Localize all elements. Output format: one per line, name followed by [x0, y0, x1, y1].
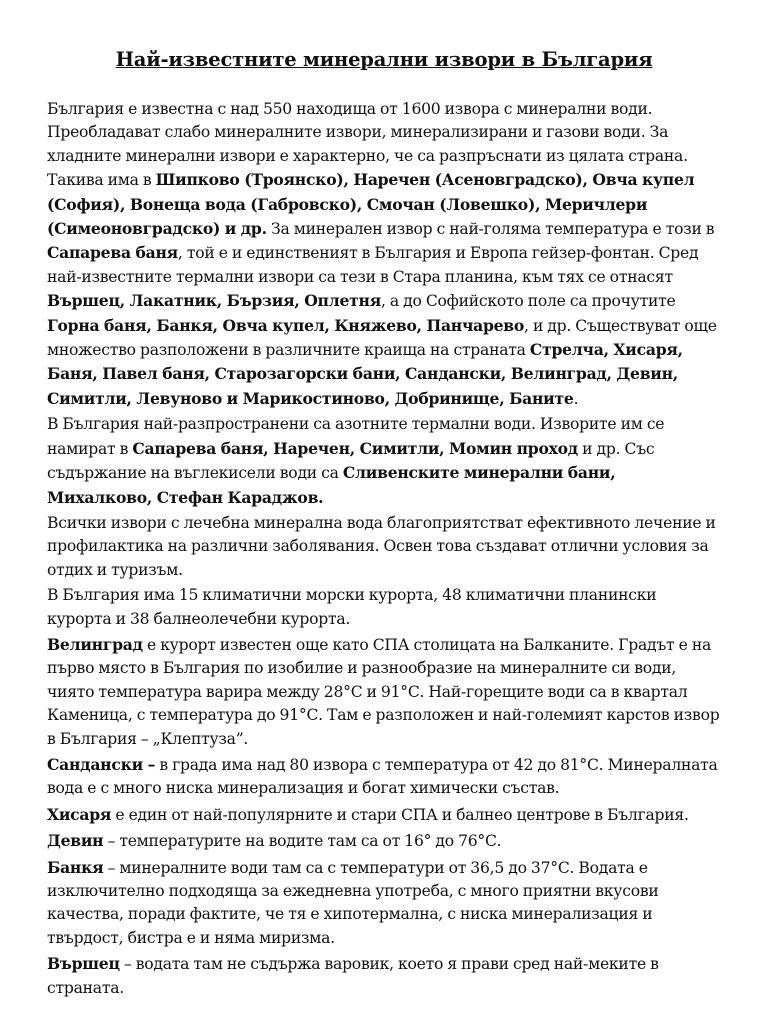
text-run: . — [573, 389, 579, 408]
paragraph — [47, 753, 723, 801]
bold-text-run: Вършец, Лакатник, Бързия, Оплетня — [47, 291, 381, 311]
text-run: , а до Софийското поле са прочутите — [380, 292, 676, 311]
text-run: В България най-разпространени са азотните термални води. Изворите им се намират в — [47, 415, 665, 458]
paragraph — [47, 829, 723, 853]
paragraph — [47, 633, 723, 751]
bold-text-run: Хисаря — [47, 804, 112, 824]
paragraph — [47, 952, 723, 1000]
text-run: За минерален извор с най-голяма температура е този в — [266, 220, 715, 239]
paragraph — [47, 98, 723, 411]
paragraph — [47, 803, 723, 827]
paragraph — [47, 512, 723, 582]
bold-text-run: Сливенските минерални бани, Михалково, Стефан Караджов. — [47, 463, 616, 507]
text-run: – водата там не съдържа варовик, което я прави сред най-меките в страната. — [47, 955, 659, 997]
bold-text-run: Стрелча, Хисаря, Баня, Павел баня, Старозагорски бани, Сандански, Велинград, Девин, Симитли, Левуново и Марикостиново, Добринище, Баните — [47, 340, 683, 408]
text-run: , и др. Съществуват още множество разположени в различните краища на страната — [47, 316, 717, 360]
bold-text-run: Горна баня, Банкя, Овча купел, Княжево, Панчарево — [47, 315, 525, 335]
text-run: в града има над 80 извора с температура от 42 до 81°С. Минералната вода е с много ниска минерализация и богат химически състав. — [47, 755, 718, 798]
paragraph — [47, 584, 723, 631]
text-run: е един от най-популярните и стари СПА и балнео центрове в България. — [111, 805, 689, 824]
bold-text-run: Сандански – — [47, 754, 156, 774]
bold-text-run: Девин — [47, 831, 104, 851]
bold-text-run: Шипково (Троянско), Наречен (Асеновградско), Овча купел (София), Вонеща вода (Габровско), Смочан (Ловешко), Меричлери (Симеоновградско) и др. — [47, 170, 695, 239]
bold-text-run: Банкя — [47, 857, 104, 877]
bold-text-run: Сапарева баня — [47, 243, 178, 263]
text-run: Всички извори с лечебна минерална вода благоприятстват ефективното лечение и профилактика на различни заболявания. Освен това създават отлични условия за отдих и туризъм. — [47, 513, 716, 579]
text-run: В България има 15 климатични морски курорта, 48 климатични планински курорта и 38 балнеолечебни курорта. — [47, 586, 657, 628]
paragraph — [47, 413, 723, 510]
text-run: България е известна с над 550 находища от 1600 извора с минерални води. Преобладават слабо минералните извори, минерализирани и газови води. За хладните минерални извори е характерно, че са разпръснати из цялата страна. Такива има в — [47, 100, 688, 190]
text-run: – минералните води там са с температури от 36,5 до 37°С. Водата е изключително подходяща за ежедневна употреба, с много приятни вкусови качества, поради фактите, че тя е хипотермална, с ниска минерализация и твърдост, бистра е и няма миризма. — [47, 858, 659, 947]
document-title: Най-известните минерални извори в България — [115, 48, 653, 71]
document-body — [47, 98, 723, 1002]
text-run: и др. Със съдържание на въглекисели води са — [47, 439, 655, 483]
bold-text-run: Вършец — [47, 954, 120, 974]
paragraph — [47, 856, 723, 951]
text-run: е курорт известен още като СПА столицата на Балканите. Градът е на първо място в България по изобилие и разнообразие на минералните си води, чиято температура варира между 28°С и 91°С. Най-горещите води са в квартал Каменица, с температура до 91°С. Там е разположен и най-големият карстов извор в България – „Клептуза”. — [47, 635, 720, 748]
bold-text-run: Сапарева баня, Наречен, Симитли, Момин проход — [132, 438, 578, 458]
text-run: , той е и единственият в България и Европа гейзер-фонтан. Сред най-известните термални извори са тези в Стара планина, към тях се отнасят — [47, 244, 699, 286]
text-run: – температурите на водите там са от 16° до 76°С. — [103, 832, 502, 851]
bold-text-run: Велинград — [47, 634, 143, 654]
